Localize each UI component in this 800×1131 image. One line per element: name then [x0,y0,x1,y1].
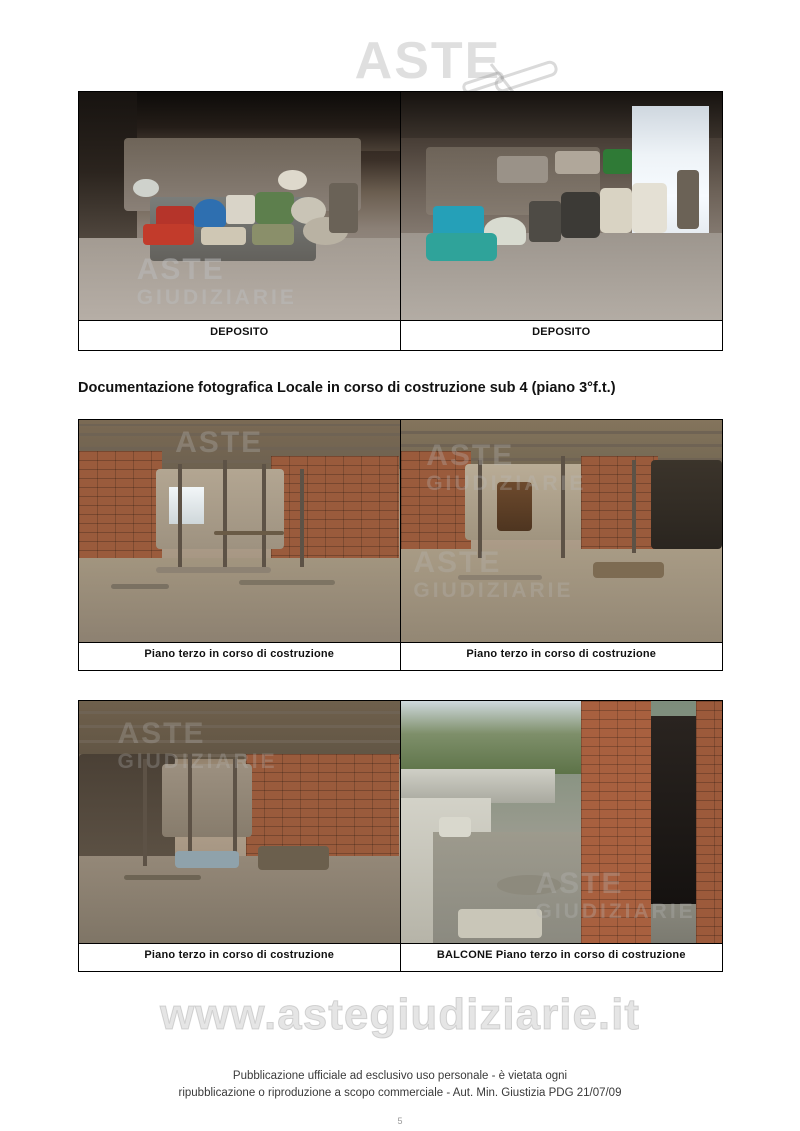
watermark-brand-inline: ASTE [175,425,264,459]
section-title: Documentazione fotografica Locale in corso di costruzione sub 4 (piano 3°f.t.) [78,380,616,396]
watermark-brand-inline: ASTE GIUDIZIARIE [413,545,574,602]
piano-terzo-block-1 [78,419,723,671]
balcone-caption: BALCONE Piano terzo in corso di costruzione [436,949,686,961]
piano-terzo-caption-1: Piano terzo in corso di costruzione [79,643,401,670]
footer-line-2: ripubblicazione o riproduzione a scopo commerciale - Aut. Min. Giustizia PDG 21/07/09 [178,1087,622,1099]
watermark-brand-line1: ASTE [354,32,502,90]
piano-terzo-photo-3 [79,701,401,943]
watermark-brand-inline: ASTE GIUDIZIARIE [117,717,278,774]
deposito-photo-right [401,92,723,320]
deposito-photo-left [79,92,401,320]
footer-line-1: Pubblicazione ufficiale ad esclusivo uso personale - è vietata ogni [232,1070,568,1082]
page-number: 5 [397,1116,403,1126]
footer-notice [0,1068,800,1102]
piano-terzo-caption-2: Piano terzo in corso di costruzione [466,648,657,660]
watermark-brand-inline: ASTE GIUDIZIARIE [426,439,587,496]
piano-terzo-photo-1 [79,420,401,642]
deposito-caption-right: DEPOSITO [532,326,591,338]
watermark-brand-inline: ASTE GIUDIZIARIE [535,867,696,924]
piano-terzo-block-2 [78,700,723,972]
watermark-brand-inline: ASTE GIUDIZIARIE [136,253,297,310]
piano-terzo-caption-3: Piano terzo in corso di costruzione [79,944,401,971]
balcone-photo [401,701,723,943]
deposito-caption-left: DEPOSITO [79,321,401,350]
deposito-block [78,91,723,351]
watermark-url: www.astegiudiziarie.it [159,990,641,1039]
piano-terzo-photo-2 [401,420,723,642]
